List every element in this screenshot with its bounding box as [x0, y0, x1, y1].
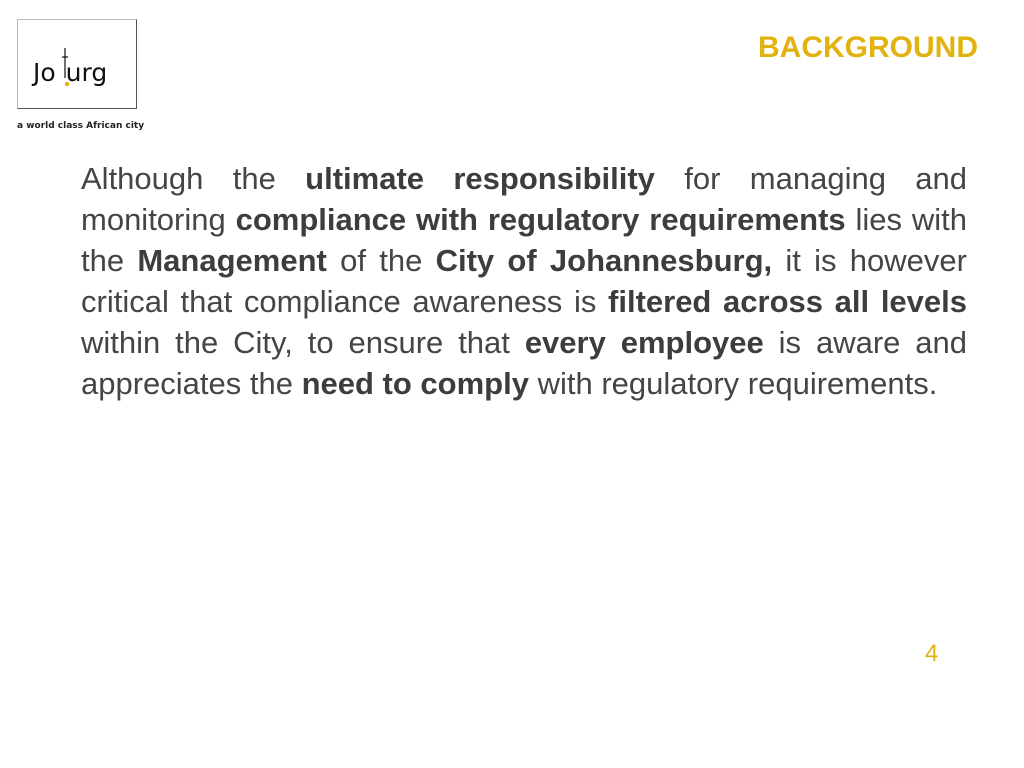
- emphasis-text: ultimate responsibility: [305, 161, 655, 196]
- logo-wordmark-right: urg: [65, 58, 108, 87]
- body-text-run: of the: [326, 243, 436, 278]
- emphasis-text: Management: [137, 243, 327, 278]
- emphasis-text: every employee: [524, 325, 764, 360]
- body-text-run: with regulatory requirements.: [528, 366, 938, 401]
- logo-tagline: a world class African city: [17, 121, 145, 131]
- emphasis-text: compliance with regulatory requirements: [235, 202, 846, 237]
- body-text-run: Although the: [81, 161, 306, 196]
- logo-wordmark: [33, 60, 107, 85]
- body-text-run: lies with the: [81, 202, 967, 278]
- emphasis-text: filtered across all levels: [608, 284, 968, 319]
- body-text-run: is aware and appreciates the: [81, 325, 968, 401]
- body-text-run: for managing and monitoring: [81, 161, 968, 237]
- body-text-run: within the City, to ensure that: [81, 325, 525, 360]
- logo-wordmark-left: Jo: [33, 58, 56, 87]
- emphasis-text: need to comply: [301, 366, 529, 401]
- joburg-logo: [17, 19, 137, 109]
- body-text-run: it is however critical that compliance awareness is: [81, 243, 967, 319]
- page-number: 4: [925, 640, 939, 667]
- section-title: BACKGROUND: [758, 31, 978, 64]
- emphasis-text: City of Johannesburg,: [435, 243, 773, 278]
- body-paragraph: [81, 158, 967, 404]
